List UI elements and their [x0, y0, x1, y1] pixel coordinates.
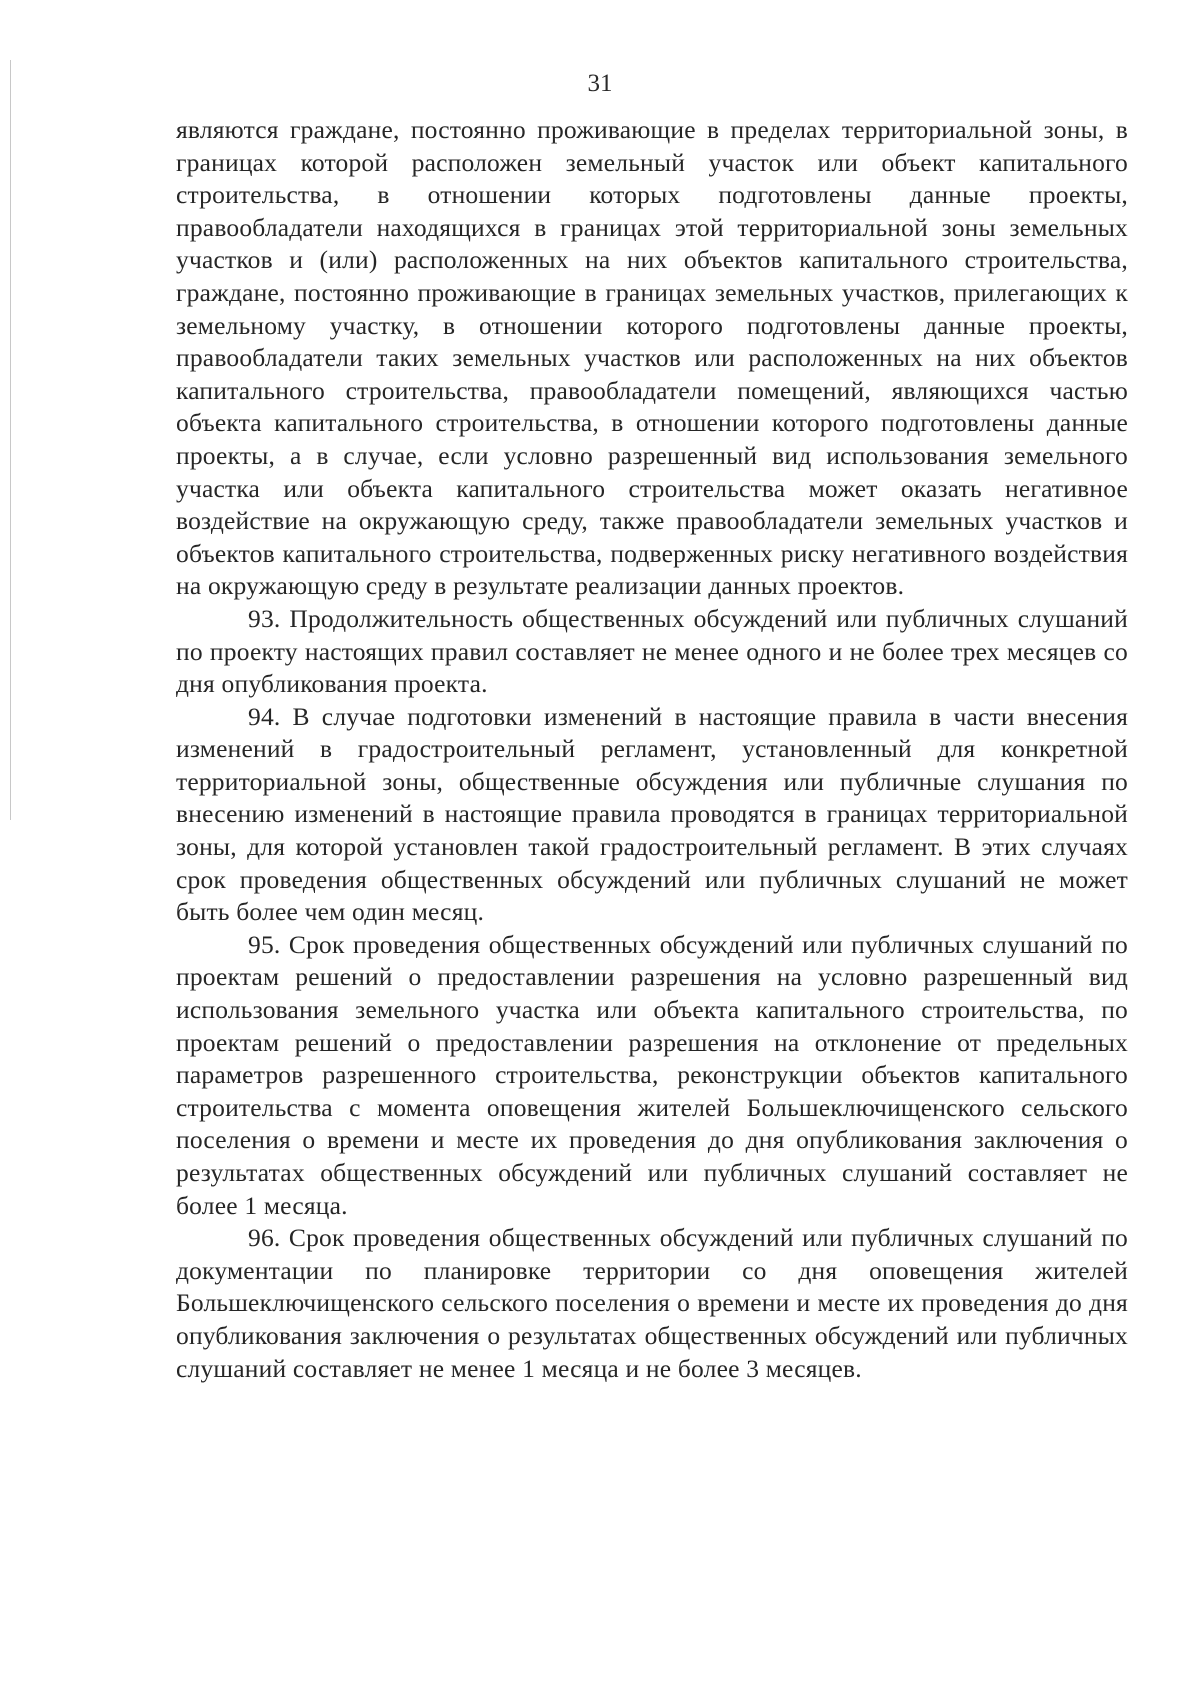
document-body [176, 114, 1128, 1385]
paragraph-94: 94. В случае подготовки изменений в настоящие правила в части внесения изменений в градостроительный регламент, установленный для конкретной территориальной зоны, общественные обсуждения или публичные слушания по внесению изменений в настоящие правила проводятся в границах территориальной зоны, для которой установлен такой градостроительный регламент. В этих случаях срок проведения общественных обсуждений или публичных слушаний не может быть более чем один месяц. [176, 701, 1128, 927]
scan-edge-line [10, 60, 11, 820]
paragraph-95: 95. Срок проведения общественных обсуждений или публичных слушаний по проектам решений о предоставлении разрешения на условно разрешенный вид использования земельного участка или объекта капитального строительства, по проектам решений о предоставлении разрешения на отклонение от предельных параметров разрешенного строительства, реконструкции объектов капитального строительства с момента оповещения жителей Большеключищенского сельского поселения о времени и месте их проведения до дня опубликования заключения о результатах общественных обсуждений или публичных слушаний составляет не более 1 месяца. [176, 929, 1128, 1220]
paragraph-96: 96. Срок проведения общественных обсуждений или публичных слушаний по документации по планировке территории со дня оповещения жителей Большеключищенского сельского поселения о времени и месте их проведения до дня опубликования заключения о результатах общественных обсуждений или публичных слушаний составляет не менее 1 месяца и не более 3 месяцев. [176, 1223, 1128, 1383]
paragraph-93: 93. Продолжительность общественных обсуждений или публичных слушаний по проекту настоящих правил составляет не менее одного и не более трех месяцев со дня опубликования проекта. [176, 603, 1128, 699]
paragraph-continuation: являются граждане, постоянно проживающие в пределах территориальной зоны, в границах которой расположен земельный участок или объект капитального строительства, в отношении которых подготовлены данные проекты, правообладатели находящихся в границах этой территориальной зоны земельных участков и (или) расположенных на них объектов капитального строительства, граждане, постоянно проживающие в границах земельных участков, прилегающих к земельному участку, в отношении которого подготовлены данные проекты, правообладатели таких земельных участков или расположенных на них объектов капитального строительства, правообладатели помещений, являющихся частью объекта капитального строительства, в отношении которого подготовлены данные проекты, а в случае, если условно разрешенный вид использования земельного участка или объекта капитального строительства может оказать негативное воздействие на окружающую среду, также правообладатели земельных участков и объектов капитального строительства, подверженных риску негативного воздействия на окружающую среду в результате реализации данных проектов. [176, 115, 1128, 601]
page-number: 31 [587, 70, 613, 97]
